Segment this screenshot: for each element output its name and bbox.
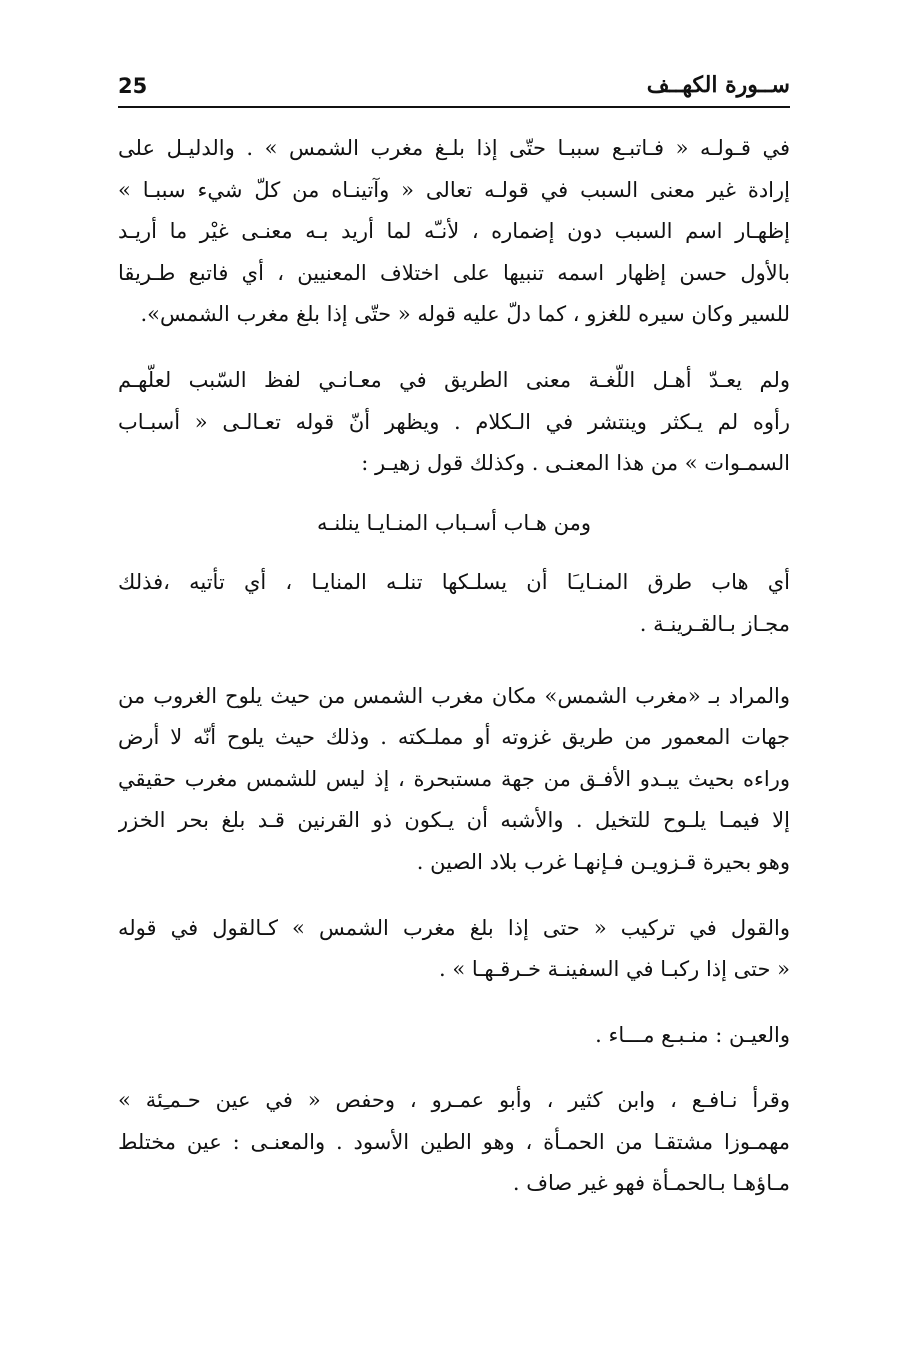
text-line: مجـاز بـالقـرينـة . — [639, 611, 790, 636]
text-line: وقرأ نـافـع ، وابن كثير ، وأبو عمـرو ، وحفص « في عين حـمـِئة » — [118, 1088, 790, 1113]
paragraph-6 — [118, 1015, 790, 1057]
text-line: مـاؤهـا بـالحمـأة فهو غير صاف . — [512, 1171, 790, 1196]
text-line: السمـوات » من هذا المعنـى . وكذلك قول زهيـر : — [361, 451, 790, 476]
text-line: والمراد بـ «مغرب الشمس» مكان مغرب الشمس من حيث يلوح الغروب من — [118, 683, 790, 708]
verse-line — [118, 503, 790, 545]
body-text — [118, 128, 790, 1205]
paragraph-gap — [118, 336, 790, 360]
paragraph-1 — [118, 128, 790, 336]
paragraph-gap — [118, 544, 790, 562]
paragraph-7 — [118, 1080, 790, 1205]
paragraph-4 — [118, 676, 790, 884]
page-header — [118, 72, 790, 108]
text-line: « حتى إذا ركبـا في السفينـة خـرقـهـا » . — [438, 957, 790, 982]
running-title: ســورة الكهــف — [646, 72, 790, 98]
text-line: مهمـوزا مشتقـا من الحمـأة ، وهو الطين الأسود . والمعنـى : عين مختلط — [118, 1129, 790, 1154]
text-line: إظهـار اسم السبب دون إضماره ، لأنـّه لما أريد بـه معنـى غيْر ما أريـد — [118, 219, 790, 244]
paragraph-gap — [118, 991, 790, 1015]
paragraph-gap — [118, 1056, 790, 1080]
paragraph-2 — [118, 360, 790, 485]
text-line: أي هاب طرق المنـايـَا أن يسلـكها تنلـه المنايـا ، أي تأتيه ،فذلك — [118, 570, 790, 595]
text-line: بالأول حسن إظهار اسمه تنبيها على اختلاف المعنيين ، أي فاتبع طـريقا — [118, 260, 790, 285]
text-line: جهات المعمور من طريق غزوته أو مملـكته . وذلك حيث يلوح أنّه لا أرض — [118, 725, 790, 750]
text-line: في قـولـه « فـاتبـع سببـا حتّى إذا بلـغ مغرب الشمس » . والدليـل على — [118, 136, 790, 160]
text-line: والعيـن : منـبـع مـــاء . — [595, 1022, 790, 1047]
text-line: إلا فيمـا يلـوح للتخيل . والأشبه أن يـكون ذو القرنين قـد بلغ بحر الخزر — [118, 808, 790, 833]
text-line: وهو بحيرة قـزويـن فـإنهـا غرب بلاد الصين . — [416, 849, 790, 874]
text-line: وراءه بحيث يبـدو الأفـق من جهة مستبحرة ، إذ ليس للشمس مغرب حقيقي — [118, 766, 790, 791]
paragraph-gap — [118, 646, 790, 676]
text-line: ولم يعـدّ أهـل اللّغـة معنى الطريق في معـانـي لفظ السّبب لعلّهـم — [118, 367, 790, 392]
text-line: والقول في تركيب « حتى إذا بلغ مغرب الشمس » كـالقول في قوله — [118, 915, 790, 940]
poetry-verse: ومن هـاب أسـباب المنـايـا ينلنـه — [316, 510, 592, 535]
paragraph-3 — [118, 562, 790, 645]
paragraph-gap — [118, 884, 790, 908]
paragraph-gap — [118, 485, 790, 503]
text-line: إرادة غير معنى السبب في قولـه تعالى « وآتينـاه من كلّ شيء سببـا » — [118, 177, 790, 202]
paragraph-5 — [118, 908, 790, 991]
text-line: للسير وكان سيره للغزو ، كما دلّ عليه قوله « حتّى إذا بلغ مغرب الشمس». — [140, 302, 790, 327]
text-line: رأوه لم يـكثر وينتشر في الـكلام . ويظهر أنّ قوله تعـالـى « أسبـاب — [118, 409, 790, 434]
page-number: 25 — [118, 74, 148, 98]
